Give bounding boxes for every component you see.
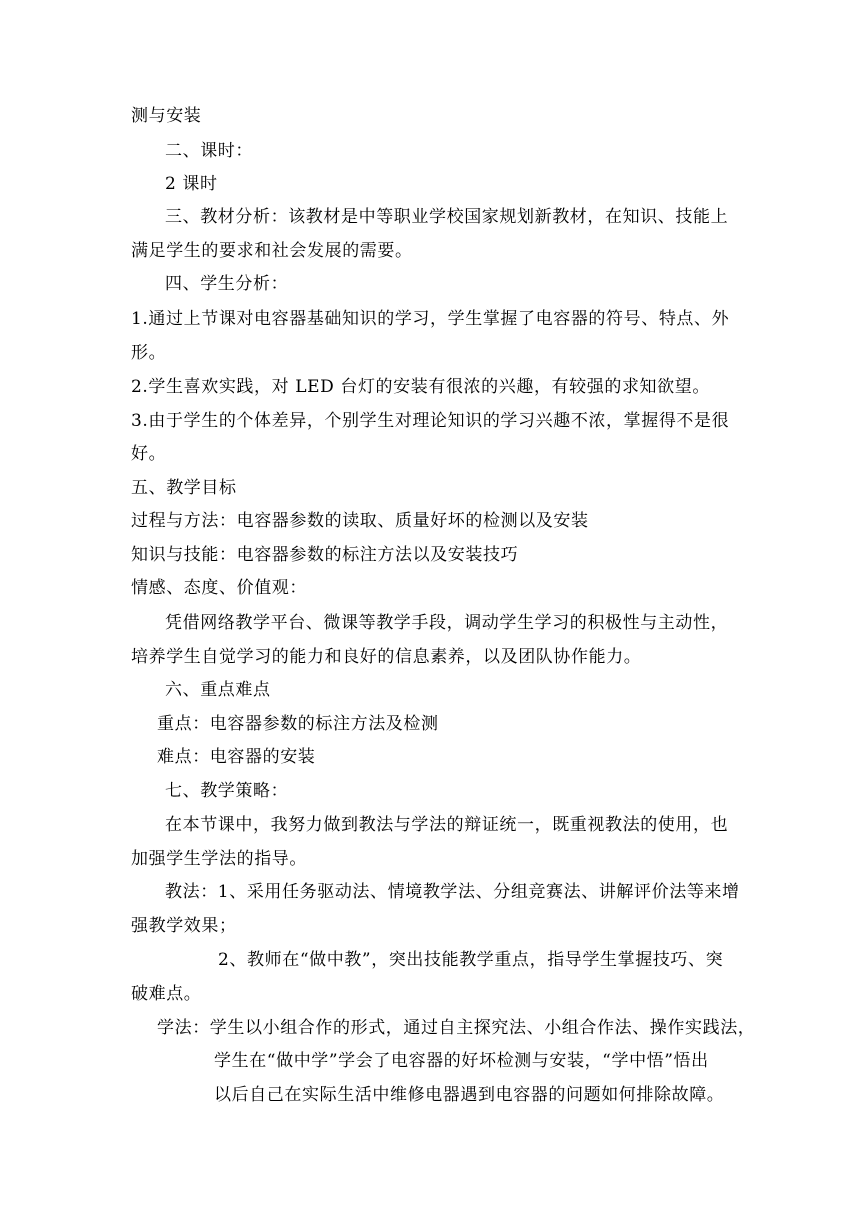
- section-heading: 四、学生分析：: [165, 274, 289, 294]
- text-line: 加强学生学法的指导。: [131, 849, 307, 869]
- text-line: 测与安装: [131, 106, 202, 126]
- text-line: 知识与技能：电容器参数的标注方法以及安装技巧: [131, 545, 519, 565]
- text-line: 培养学生自觉学习的能力和良好的信息素养，以及团队协作能力。: [131, 647, 642, 667]
- section-heading: 三、教材分析：该教材是中等职业学校国家规划新教材，在知识、技能上: [165, 207, 729, 227]
- section-heading: 六、重点难点: [165, 680, 271, 700]
- section-heading: 七、教学策略：: [165, 781, 289, 801]
- text-line: 在本节课中，我努力做到教法与学法的辩证统一，既重视教法的使用，也: [165, 815, 729, 835]
- text-line: 凭借网络教学平台、微课等教学手段，调动学生学习的积极性与主动性，: [165, 613, 729, 633]
- text-line: 3.由于学生的个体差异，个别学生对理论知识的学习兴趣不浓，掌握得不是很: [131, 411, 730, 431]
- text-line: 学法：学生以小组合作的形式，通过自主探究法、小组合作法、操作实践法，: [157, 1018, 756, 1038]
- text-line: 学生在“做中学”学会了电容器的好坏检测与安装，“学中悟”悟出: [214, 1051, 709, 1071]
- text-line: 2、教师在“做中教”，突出技能教学重点，指导学生掌握技巧、突: [218, 950, 724, 970]
- text-line: 满足学生的要求和社会发展的需要。: [131, 241, 413, 261]
- text-line: 破难点。: [131, 984, 202, 1004]
- text-line: 过程与方法：电容器参数的读取、质量好坏的检测以及安装: [131, 511, 589, 531]
- text-line: 难点：电容器的安装: [157, 747, 316, 767]
- text-line: 教法：1、采用任务驱动法、情境教学法、分组竞赛法、讲解评价法等来增: [165, 882, 740, 902]
- text-line: 以后自己在实际生活中维修电器遇到电容器的问题如何排除故障。: [214, 1085, 725, 1105]
- text-line: 形。: [131, 343, 167, 363]
- text-line: 2.学生喜欢实践，对 LED 台灯的安装有很浓的兴趣，有较强的求知欲望。: [131, 377, 710, 397]
- section-heading: 二、课时：: [165, 141, 253, 161]
- text-line: 重点：电容器参数的标注方法及检测: [157, 714, 439, 734]
- section-heading: 五、教学目标: [131, 478, 237, 498]
- text-line: 2 课时: [165, 174, 218, 194]
- text-line: 好。: [131, 444, 167, 464]
- text-line: 强教学效果；: [131, 916, 237, 936]
- text-line: 情感、态度、价值观：: [131, 578, 307, 598]
- text-line: 1.通过上节课对电容器基础知识的学习，学生掌握了电容器的符号、特点、外: [131, 309, 730, 329]
